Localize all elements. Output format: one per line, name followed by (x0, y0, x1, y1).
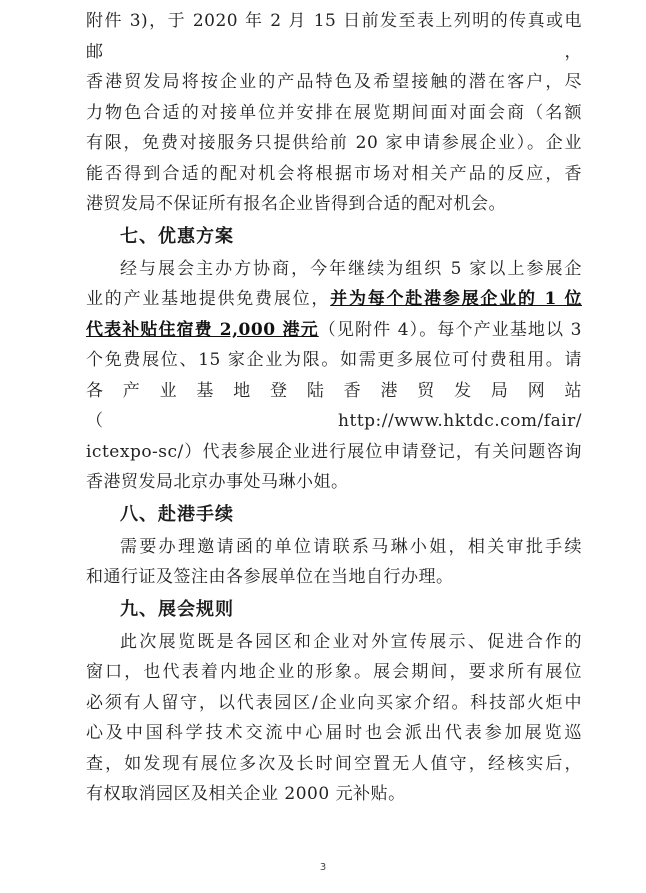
text-span: 业的产业基地提供免费展位， (86, 289, 331, 309)
text-line (86, 284, 582, 315)
text-line: 能否得到合适的配对机会将根据市场对相关产品的反应，香 (86, 163, 582, 184)
text-line: 香港贸发局北京办事处马琳小姐。 (86, 472, 349, 492)
text-line: 力物色合适的对接单位并安排在展览期间面对面会商（名额 (86, 102, 582, 123)
section-heading-rules: 九、展会规则 (120, 598, 234, 620)
text-line: 有权取消园区及相关企业 2000 元补贴。 (86, 784, 406, 804)
paragraph-discounts (86, 254, 582, 498)
paragraph-matching-service (86, 6, 582, 220)
text-line: 有限，免费对接服务只提供给前 20 家申请参展企业）。企业 (86, 133, 582, 153)
document-page (86, 6, 582, 810)
paragraph-rules (86, 627, 582, 810)
underlined-subsidy-text: 并为每个赴港参展企业的 1 位 (330, 289, 583, 309)
section-heading-discounts: 七、优惠方案 (120, 225, 234, 247)
text-line: 个免费展位、15 家企业为限。如需更多展位可付费租用。请 (86, 350, 582, 370)
text-span: （见附件 4）。每个产业基地以 3 (318, 319, 582, 340)
text-line: 需要办理邀请函的单位请联系马琳小姐，相关审批手续 (120, 536, 582, 557)
text-line: 经与展会主办方协商，今年继续为组织 5 家以上参展企 (120, 258, 582, 279)
text-line: 查，如发现有展位多次及长时间空置无人值守，经核实后， (86, 753, 582, 774)
text-line: 各产业基地登陆香港贸发局网站（http://www.hktdc.com/fair/ (86, 380, 582, 431)
text-line: 香港贸发局将按企业的产品特色及希望接触的潜在客户，尽 (86, 72, 582, 92)
paragraph-travel (86, 532, 582, 593)
text-line (86, 315, 582, 346)
text-line: ictexpo-sc/）代表参展企业进行展位申请登记，有关问题咨询 (86, 441, 582, 462)
text-line: 必须有人留守，以代表园区/企业向买家介绍。科技部火炬中 (86, 692, 582, 713)
text-line: 附件 3)，于 2020 年 2 月 15 日前发至表上列明的传真或电邮， (86, 11, 582, 62)
page-number: 3 (319, 862, 327, 873)
text-line: 心及中国科学技术交流中心届时也会派出代表参加展览巡 (86, 723, 582, 743)
text-line: 港贸发局不保证所有报名企业皆得到合适的配对机会。 (86, 194, 506, 214)
text-line: 窗口，也代表着内地企业的形象。展会期间，要求所有展位 (86, 662, 582, 682)
text-line: 和通行证及签注由各参展单位在当地自行办理。 (86, 567, 454, 587)
section-heading-travel: 八、赴港手续 (120, 503, 234, 525)
text-line: 此次展览既是各园区和企业对外宣传展示、促进合作的 (120, 631, 582, 652)
underlined-subsidy-text: 代表补贴住宿费 2,000 港元 (86, 319, 319, 340)
